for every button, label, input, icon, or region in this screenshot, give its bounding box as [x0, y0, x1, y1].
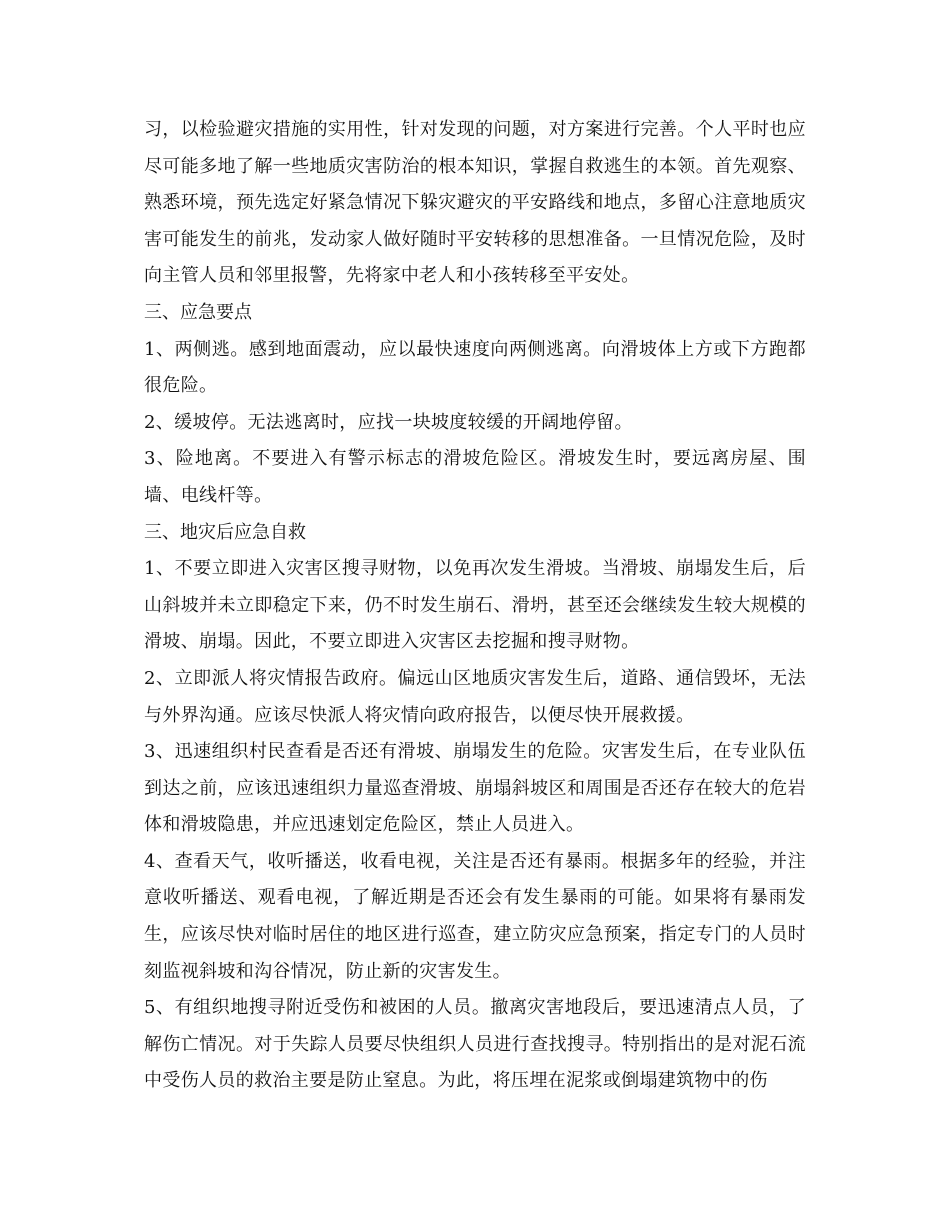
list-item-no-entry: 1、不要立即进入灾害区搜寻财物，以免再次发生滑坡。当滑坡、崩塌发生后，后山斜坡并未立即稳定下来，仍不时发生崩石、滑坍，甚至还会继续发生较大规模的滑坡、崩塌。因此，不要立即进入灾害区去挖掘和搜寻财物。	[144, 558, 806, 653]
list-item-escape-sideways: 1、两侧逃。感到地面震动，应以最快速度向两侧逃离。向滑坡体上方或下方跑都很危险。	[144, 338, 806, 397]
paragraph-preparedness: 习，以检验避灾措施的实用性，针对发现的问题，对方案进行完善。个人平时也应尽可能多地了解一些地质灾害防治的根本知识，掌握自救逃生的本领。首先观察、熟悉环境，预先选定好紧急情况下躲灾避灾的平安路线和地点，多留心注意地质灾害可能发生的前兆，发动家人做好随时平安转移的思想准备。一旦情况危险，及时向主管人员和邻里报警，先将家中老人和小孩转移至平安处。	[144, 119, 806, 287]
list-item-inspect-danger: 3、迅速组织村民查看是否还有滑坡、崩塌发生的危险。灾害发生后，在专业队伍到达之前，应该迅速组织力量巡查滑坡、崩塌斜坡区和周围是否还存在较大的危岩体和滑坡隐患，并应迅速划定危险区，禁止人员进入。	[144, 741, 806, 836]
section-heading-post-disaster: 三、地灾后应急自救	[144, 521, 306, 543]
list-item-report-government: 2、立即派人将灾情报告政府。偏远山区地质灾害发生后，道路、通信毁坏，无法与外界沟通。应该尽快派人将灾情向政府报告，以便尽快开展救援。	[144, 667, 806, 726]
list-item-leave-danger: 3、险地离。不要进入有警示标志的滑坡危险区。滑坡发生时，要远离房屋、围墙、电线杆等。	[144, 448, 806, 506]
list-item-weather: 4、查看天气，收听播送，收看电视，关注是否还有暴雨。根据多年的经验，并注意收听播送、观看电视，了解近期是否还会有发生暴雨的可能。如果将有暴雨发生，应该尽快对临时居住的地区进行巡查，建立防灾应急预案，指定专门的人员时刻监视斜坡和沟谷情况，防止新的灾害发生。	[144, 850, 806, 982]
list-item-gentle-slope: 2、缓坡停。无法逃离时，应找一块坡度较缓的开阔地停留。	[144, 411, 633, 433]
list-item-search-rescue: 5、有组织地搜寻附近受伤和被困的人员。撤离灾害地段后，要迅速清点人员，了解伤亡情况。对于失踪人员要尽快组织人员进行查找搜寻。特别指出的是对泥石流中受伤人员的救治主要是防止窒息。为此，将压埋在泥浆或倒塌建筑物中的伤	[144, 997, 806, 1092]
document-page	[144, 112, 806, 1100]
section-heading-emergency-points: 三、应急要点	[144, 301, 252, 323]
